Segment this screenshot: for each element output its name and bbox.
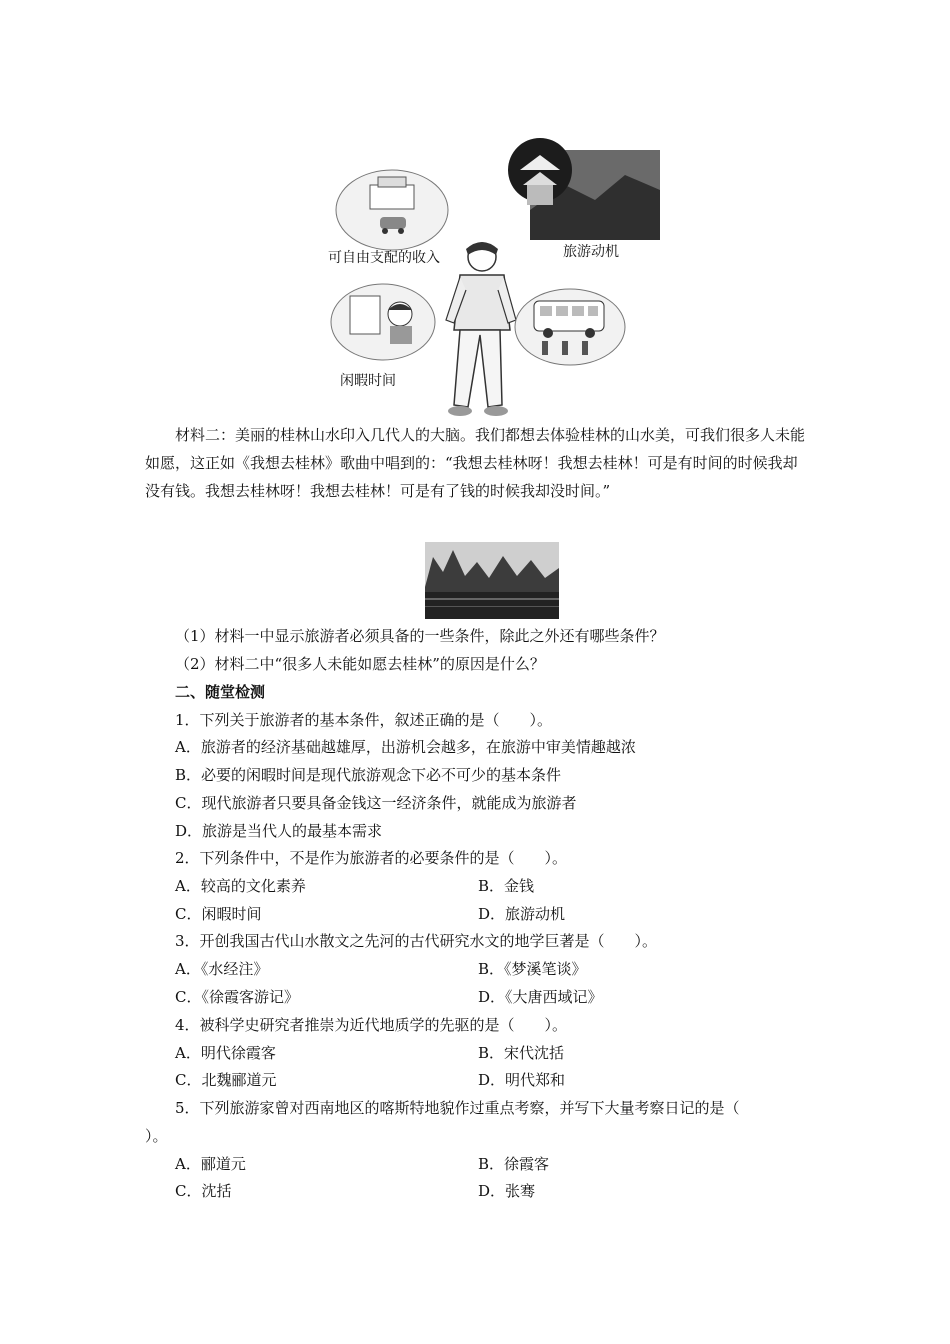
material-question-1: （1）材料一中显示旅游者必须具备的一些条件，除此之外还有哪些条件？ bbox=[175, 627, 665, 645]
q5-option-a: A．郦道元 bbox=[175, 1155, 246, 1173]
q1-stem: 1．下列关于旅游者的基本条件，叙述正确的是（ ）。 bbox=[175, 711, 553, 729]
q1-option-c: C．现代旅游者只要具备金钱这一经济条件，就能成为旅游者 bbox=[175, 794, 577, 812]
q4-option-a: A．明代徐霞客 bbox=[175, 1044, 276, 1062]
q3-option-c: C．《徐霞客游记》 bbox=[175, 988, 299, 1006]
material-question-2: （2）材料二中“很多人未能如愿去桂林”的原因是什么？ bbox=[175, 655, 545, 673]
q2-option-a: A．较高的文化素养 bbox=[175, 877, 306, 895]
bus-bubble-illustration bbox=[512, 285, 627, 370]
guilin-landscape-photo bbox=[425, 542, 559, 619]
q1-option-d: D．旅游是当代人的最基本需求 bbox=[175, 822, 383, 840]
section-title: 二、随堂检测 bbox=[175, 683, 266, 701]
label-leisure-time: 闲暇时间 bbox=[340, 373, 396, 389]
leisure-bubble-illustration bbox=[328, 280, 438, 365]
q2-option-b: B．金钱 bbox=[478, 877, 535, 895]
q5-stem-line2: ）。 bbox=[145, 1127, 168, 1145]
q2-option-d: D．旅游动机 bbox=[478, 905, 566, 923]
q2-stem: 2．下列条件中，不是作为旅游者的必要条件的是（ ）。 bbox=[175, 849, 568, 867]
q4-option-b: B．宋代沈括 bbox=[478, 1044, 565, 1062]
q2-option-c: C．闲暇时间 bbox=[175, 905, 262, 923]
q4-option-c: C．北魏郦道元 bbox=[175, 1071, 277, 1089]
q5-stem-line1: 5．下列旅游家曾对西南地区的喀斯特地貌作过重点考察，并写下大量考察日记的是（ bbox=[175, 1099, 740, 1117]
material-two-paragraph: 材料二：美丽的桂林山水印入几代人的大脑。我们都想去体验桂林的山水美，可我们很多人未能如愿，这正如《我想去桂林》歌曲中唱到的：“我想去桂林呀！我想去桂林！可是有时间的时候我却没有钱。我想去桂林呀！我想去桂林！可是有了钱的时候我却没时间。” bbox=[145, 426, 806, 500]
q3-stem: 3．开创我国古代山水散文之先河的古代研究水文的地学巨著是（ ）。 bbox=[175, 932, 658, 950]
q3-option-a: A．《水经注》 bbox=[175, 960, 269, 978]
q3-option-d: D．《大唐西域记》 bbox=[478, 988, 603, 1006]
q3-option-b: B．《梦溪笔谈》 bbox=[478, 960, 587, 978]
q1-option-a: A．旅游者的经济基础越雄厚，出游机会越多，在旅游中审美情趣越浓 bbox=[175, 738, 636, 756]
q5-option-d: D．张骞 bbox=[478, 1182, 536, 1200]
q1-option-b: B．必要的闲暇时间是现代旅游观念下必不可少的基本条件 bbox=[175, 766, 562, 784]
q5-option-b: B．徐霞客 bbox=[478, 1155, 550, 1173]
label-disposable-income: 可自由支配的收入 bbox=[328, 250, 440, 266]
q5-option-c: C．沈括 bbox=[175, 1182, 232, 1200]
q4-stem: 4．被科学史研究者推崇为近代地质学的先驱的是（ ）。 bbox=[175, 1016, 568, 1034]
temple-photo bbox=[505, 130, 660, 240]
figure-travel-conditions bbox=[320, 125, 660, 420]
q4-option-d: D．明代郑和 bbox=[478, 1071, 566, 1089]
label-travel-motivation: 旅游动机 bbox=[563, 244, 619, 260]
